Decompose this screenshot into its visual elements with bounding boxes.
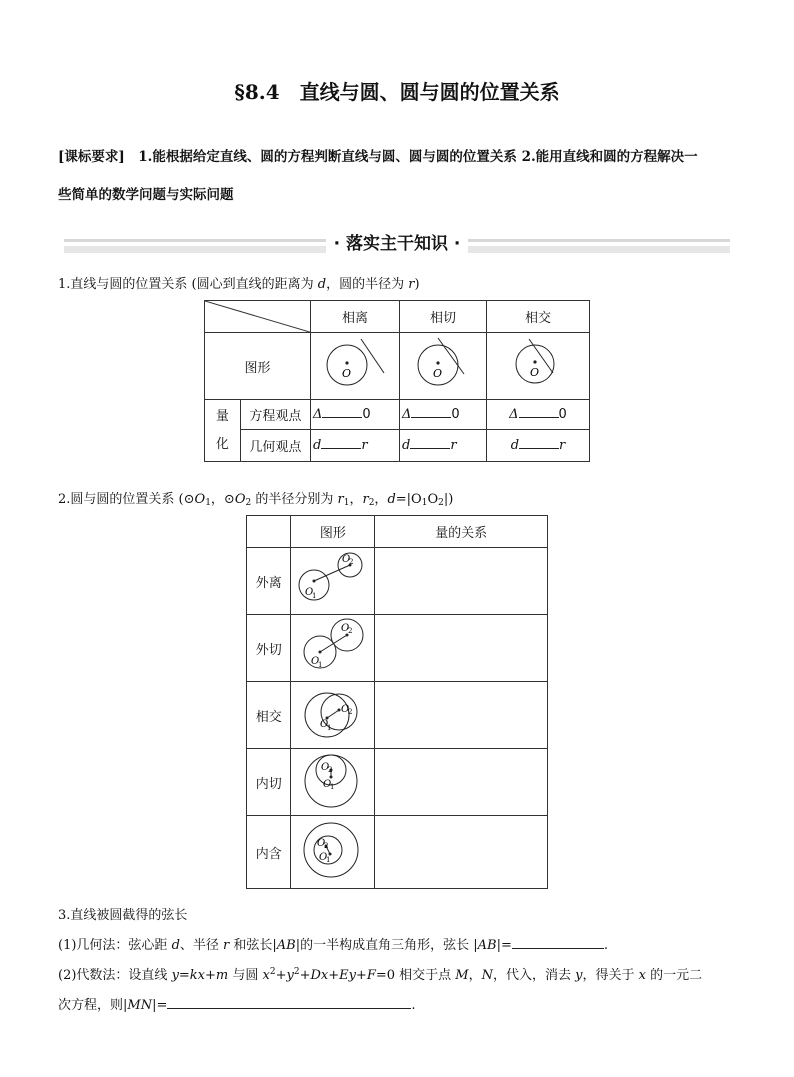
requirements-text-1: 1.能根据给定直线、圆的方程判断直线与圆、圆与圆的位置关系 2.能用直线和圆的方程解决一 bbox=[124, 149, 698, 165]
s3-l1-b: 、半径 bbox=[179, 938, 224, 953]
s1-var-r: r bbox=[408, 277, 415, 292]
figure-tangent bbox=[399, 333, 486, 400]
o2-sub: 2 bbox=[348, 558, 354, 566]
s3-x: x bbox=[638, 968, 646, 983]
s2-o: O bbox=[234, 492, 246, 507]
figure-int-tangent bbox=[291, 749, 375, 816]
s3-l1-e: |= bbox=[496, 938, 512, 953]
s3-r: r bbox=[223, 938, 230, 953]
row-label-ext-tangent: 外切 bbox=[247, 615, 291, 682]
corner-diagonal bbox=[205, 301, 313, 333]
answer-blank[interactable] bbox=[410, 448, 450, 449]
quantify-char-2: 化 bbox=[215, 436, 229, 452]
geo-intersect bbox=[486, 430, 589, 462]
s3-l2-e: ，代入，消去 bbox=[493, 968, 576, 983]
s2-sub-2: 2 bbox=[368, 498, 375, 508]
o2-label: O bbox=[340, 623, 350, 634]
col-header-figure: 图形 bbox=[291, 516, 375, 548]
quantify-char-1: 量 bbox=[215, 408, 229, 424]
o1-sub: 1 bbox=[317, 661, 323, 669]
row-label-intersect: 相交 bbox=[247, 682, 291, 749]
s3-l2-f: ，得关于 bbox=[582, 968, 639, 983]
figure-intersect-circles bbox=[291, 682, 375, 749]
figure-external bbox=[291, 548, 375, 615]
row-label-external: 外离 bbox=[247, 548, 291, 615]
s2-o: O bbox=[194, 492, 206, 507]
figure-separate bbox=[310, 333, 399, 400]
o2-sub: 2 bbox=[347, 627, 353, 635]
separate-center-label: O bbox=[341, 367, 352, 380]
answer-blank[interactable] bbox=[519, 448, 559, 449]
s2-text-c: 的半径分别为 bbox=[251, 492, 338, 507]
s2-sub-1: 1 bbox=[205, 498, 211, 508]
s2-text-g: O bbox=[427, 492, 439, 507]
col-header-intersect: 相交 bbox=[486, 301, 589, 333]
answer-blank[interactable] bbox=[322, 417, 362, 418]
s3-sq: 2 bbox=[293, 967, 300, 977]
s3-circ-a: x bbox=[262, 968, 270, 983]
banner-label: · 落实主干知识 · bbox=[326, 234, 469, 254]
o1-label: O bbox=[322, 779, 332, 790]
col-header-relation: 量的关系 bbox=[375, 516, 548, 548]
tangent-diagram bbox=[400, 333, 486, 395]
var-d: d bbox=[401, 438, 411, 453]
relation-int-tangent[interactable] bbox=[375, 749, 548, 816]
s3-y: y bbox=[575, 968, 583, 983]
zero-value: 0 bbox=[558, 407, 567, 422]
s3-mn: MN bbox=[127, 998, 153, 1013]
s3-l1-a: (1)几何法：弦心距 bbox=[58, 938, 172, 953]
s3-period: . bbox=[411, 998, 416, 1013]
section3-algebraic bbox=[58, 964, 734, 983]
o2-sub: 2 bbox=[327, 766, 333, 774]
s2-text-d: ， bbox=[374, 492, 388, 507]
s2-sub-1: 1 bbox=[343, 498, 350, 508]
s3-l1-d: |的一半构成直角三角形，弦长 | bbox=[295, 938, 478, 953]
s3-sq: 2 bbox=[269, 967, 276, 977]
line-circle-table bbox=[204, 300, 590, 462]
s3-d: d bbox=[171, 938, 180, 953]
intersect-circles-diagram bbox=[293, 682, 373, 744]
s2-text-a: 2.圆与圆的位置关系 (⊙ bbox=[58, 492, 195, 507]
s3-period: . bbox=[603, 938, 608, 953]
delta-symbol: Δ bbox=[401, 407, 412, 422]
delta-symbol: Δ bbox=[509, 407, 519, 422]
s2-sub-2: 2 bbox=[245, 498, 252, 508]
o1-sub: 1 bbox=[311, 592, 317, 600]
s3-l1-c: 和弦长| bbox=[229, 938, 277, 953]
s3-l2-d: ， bbox=[468, 968, 482, 983]
s3-l3-a: 次方程，则| bbox=[58, 998, 128, 1013]
geo-tangent bbox=[399, 430, 486, 462]
figure-contain bbox=[291, 816, 375, 889]
s3-line-eq: y=kx+m bbox=[171, 968, 229, 983]
answer-blank[interactable] bbox=[321, 448, 361, 449]
int-tangent-diagram bbox=[293, 749, 373, 811]
var-r: r bbox=[361, 438, 368, 453]
figure-intersect bbox=[486, 333, 589, 400]
s1-heading-b: ，圆的半径为 bbox=[326, 277, 409, 292]
var-d: d bbox=[510, 438, 520, 453]
var-r: r bbox=[450, 438, 457, 453]
s2-r: r bbox=[337, 492, 344, 507]
circle-circle-table bbox=[246, 515, 548, 889]
s3-circ-b: +y bbox=[275, 968, 294, 983]
delta-symbol: Δ bbox=[312, 407, 323, 422]
figure-ext-tangent bbox=[291, 615, 375, 682]
s3-l2-a: (2)代数法：设直线 bbox=[58, 968, 172, 983]
chord-length-blank[interactable] bbox=[512, 948, 604, 949]
relation-contain[interactable] bbox=[375, 816, 548, 889]
s3-l2-b: 与圆 bbox=[228, 968, 263, 983]
s2-sub-1: 1 bbox=[421, 498, 428, 508]
section3-heading: 3.直线被圆截得的弦长 bbox=[58, 908, 188, 923]
section2-heading bbox=[58, 488, 453, 508]
section3-geometric bbox=[58, 934, 608, 953]
o1-sub: 1 bbox=[329, 783, 335, 791]
s3-ab: AB bbox=[276, 938, 296, 953]
eq-intersect bbox=[486, 400, 589, 430]
s3-l2-c: 相交于点 bbox=[395, 968, 456, 983]
s2-r: r bbox=[362, 492, 369, 507]
separate-diagram bbox=[311, 333, 399, 395]
row-label-contain: 内含 bbox=[247, 816, 291, 889]
s2-sub-2: 2 bbox=[438, 498, 444, 508]
o2-label: O bbox=[320, 762, 330, 773]
s2-text-b: ，⊙ bbox=[210, 492, 235, 507]
var-r: r bbox=[559, 438, 566, 453]
s3-circ-c: +Dx+Ey+F bbox=[299, 968, 376, 983]
row-label-equation: 方程观点 bbox=[240, 400, 310, 430]
s3-n: N bbox=[481, 968, 493, 983]
mn-length-blank[interactable] bbox=[167, 1008, 411, 1009]
tangent-center-label: O bbox=[432, 367, 443, 380]
requirements-line-1 bbox=[58, 145, 738, 165]
row-label-geometry: 几何观点 bbox=[240, 430, 310, 462]
col-header-tangent: 相切 bbox=[399, 301, 486, 333]
eq-tangent bbox=[399, 400, 486, 430]
contain-diagram bbox=[293, 816, 373, 884]
o1-label: O bbox=[304, 587, 314, 598]
s1-var-d: d bbox=[317, 277, 327, 292]
s3-circ-d: =0 bbox=[375, 968, 396, 983]
s3-m: M bbox=[455, 968, 469, 983]
geo-separate bbox=[310, 430, 399, 462]
o1-sub: 1 bbox=[326, 724, 332, 732]
o1-label: O bbox=[318, 852, 328, 863]
s1-heading-a: 1.直线与圆的位置关系 (圆心到直线的距离为 bbox=[58, 277, 318, 292]
zero-value: 0 bbox=[451, 407, 460, 422]
o1-sub: 1 bbox=[325, 856, 331, 864]
o2-label: O bbox=[316, 838, 326, 849]
corner-cell bbox=[247, 516, 291, 548]
s1-heading-c: ) bbox=[414, 277, 420, 292]
relation-ext-tangent[interactable] bbox=[375, 615, 548, 682]
o2-sub: 2 bbox=[323, 842, 329, 850]
s3-ab: AB bbox=[477, 938, 497, 953]
section-banner bbox=[0, 229, 794, 254]
row-label-figure: 图形 bbox=[205, 333, 311, 400]
o2-label: O bbox=[340, 704, 350, 715]
zero-value: 0 bbox=[362, 407, 371, 422]
var-d: d bbox=[312, 438, 322, 453]
answer-blank[interactable] bbox=[411, 417, 451, 418]
requirements-line-2: 些简单的数学问题与实际问题 bbox=[58, 187, 234, 203]
o1-label: O bbox=[310, 656, 320, 667]
o1-label: O bbox=[319, 719, 329, 730]
section1-heading bbox=[58, 273, 420, 292]
table-corner bbox=[205, 301, 311, 333]
page-title: §8.4 直线与圆、圆与圆的位置关系 bbox=[234, 80, 560, 104]
s3-l3-b: |= bbox=[152, 998, 168, 1013]
answer-blank[interactable] bbox=[519, 417, 559, 418]
section3-algebraic-cont bbox=[58, 994, 416, 1013]
o2-label: O bbox=[341, 554, 351, 565]
requirements-tag: [课标要求] bbox=[58, 149, 125, 165]
relation-intersect[interactable] bbox=[375, 682, 548, 749]
intersect-center-label: O bbox=[529, 366, 540, 379]
external-diagram bbox=[293, 548, 373, 610]
s2-d: d bbox=[387, 492, 396, 507]
row-label-int-tangent: 内切 bbox=[247, 749, 291, 816]
eq-separate bbox=[310, 400, 399, 430]
col-header-separate: 相离 bbox=[310, 301, 399, 333]
s2-text-f: =|O bbox=[395, 492, 422, 507]
intersect-diagram bbox=[487, 333, 589, 395]
relation-external[interactable] bbox=[375, 548, 548, 615]
s2-comma: ， bbox=[349, 492, 363, 507]
row-label-quantify bbox=[205, 400, 241, 462]
o2-sub: 2 bbox=[347, 708, 353, 716]
ext-tangent-diagram bbox=[293, 615, 373, 677]
s3-l2-g: 的一元二 bbox=[645, 968, 703, 983]
s2-text-h: |) bbox=[443, 492, 454, 507]
